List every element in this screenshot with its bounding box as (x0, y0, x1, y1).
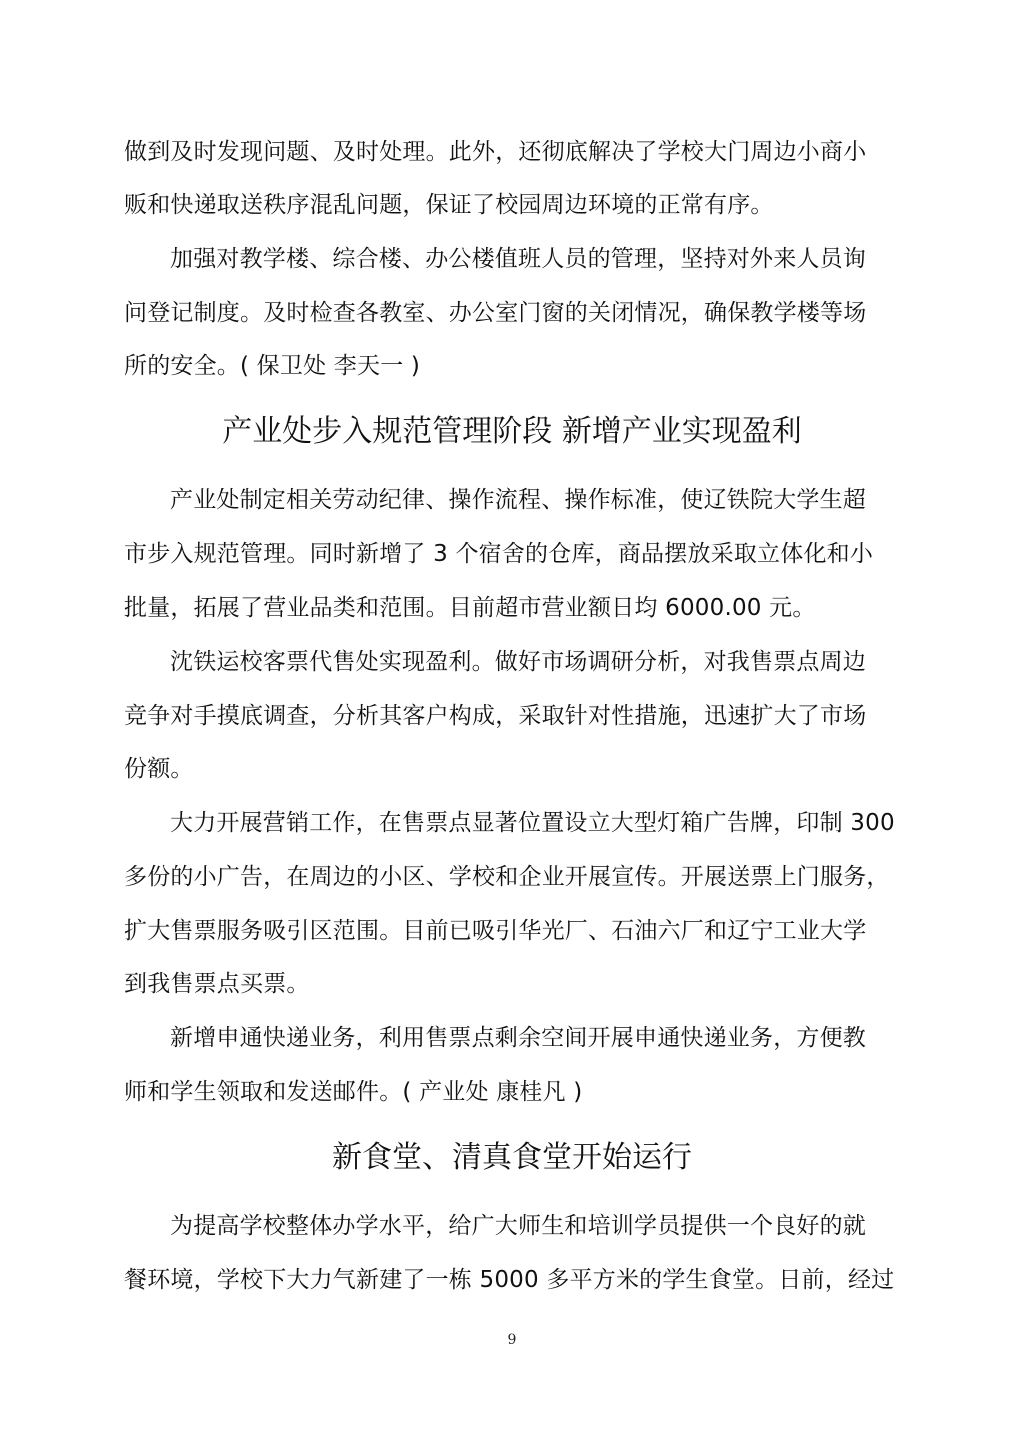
paragraph-line: 到我售票点买票。 (124, 971, 310, 997)
paragraph-line: 加强对教学楼、综合楼、办公楼值班人员的管理，坚持对外来人员询 (170, 246, 866, 272)
paragraph-line: 贩和快递取送秩序混乱问题，保证了校园周边环境的正常有序。 (124, 192, 774, 218)
paragraph-line: 份额。 (124, 756, 194, 782)
paragraph-line: 餐环境，学校下大力气新建了一栋 5000 多平方米的学生食堂。日前，经过 (124, 1267, 895, 1293)
paragraph-line: 批量，拓展了营业品类和范围。目前超市营业额日均 6000.00 元。 (124, 595, 816, 621)
paragraph-line: 问登记制度。及时检查各教室、办公室门窗的关闭情况，确保教学楼等场 (124, 300, 867, 326)
paragraph-line: 为提高学校整体办学水平，给广大师生和培训学员提供一个良好的就 (170, 1213, 866, 1239)
paragraph-line: 师和学生领取和发送邮件。( 产业处 康桂凡 ) (124, 1079, 583, 1105)
paragraph-line: 多份的小广告，在周边的小区、学校和企业开展宣传。开展送票上门服务， (124, 864, 890, 890)
paragraph-line: 大力开展营销工作，在售票点显著位置设立大型灯箱广告牌，印制 300 (170, 810, 895, 836)
paragraph-line: 沈铁运校客票代售处实现盈利。做好市场调研分析，对我售票点周边 (170, 649, 866, 675)
section-heading: 新食堂、清真食堂开始运行 (332, 1140, 692, 1175)
section-heading: 产业处步入规范管理阶段 新增产业实现盈利 (222, 414, 802, 449)
paragraph-line: 所的安全。( 保卫处 李天一 ) (124, 353, 421, 379)
paragraph-line: 新增申通快递业务，利用售票点剩余空间开展申通快递业务，方便教 (170, 1025, 866, 1051)
paragraph-line: 产业处制定相关劳动纪律、操作流程、操作标准，使辽铁院大学生超 (170, 487, 866, 513)
paragraph-line: 做到及时发现问题、及时处理。此外，还彻底解决了学校大门周边小商小 (124, 139, 867, 165)
paragraph-line: 市步入规范管理。同时新增了 3 个宿舍的仓库，商品摆放采取立体化和小 (124, 541, 874, 567)
paragraph-line: 竞争对手摸底调查，分析其客户构成，采取针对性措施，迅速扩大了市场 (124, 703, 867, 729)
page-number: 9 (507, 1332, 517, 1348)
paragraph-line: 扩大售票服务吸引区范围。目前已吸引华光厂、石油六厂和辽宁工业大学 (124, 918, 867, 944)
